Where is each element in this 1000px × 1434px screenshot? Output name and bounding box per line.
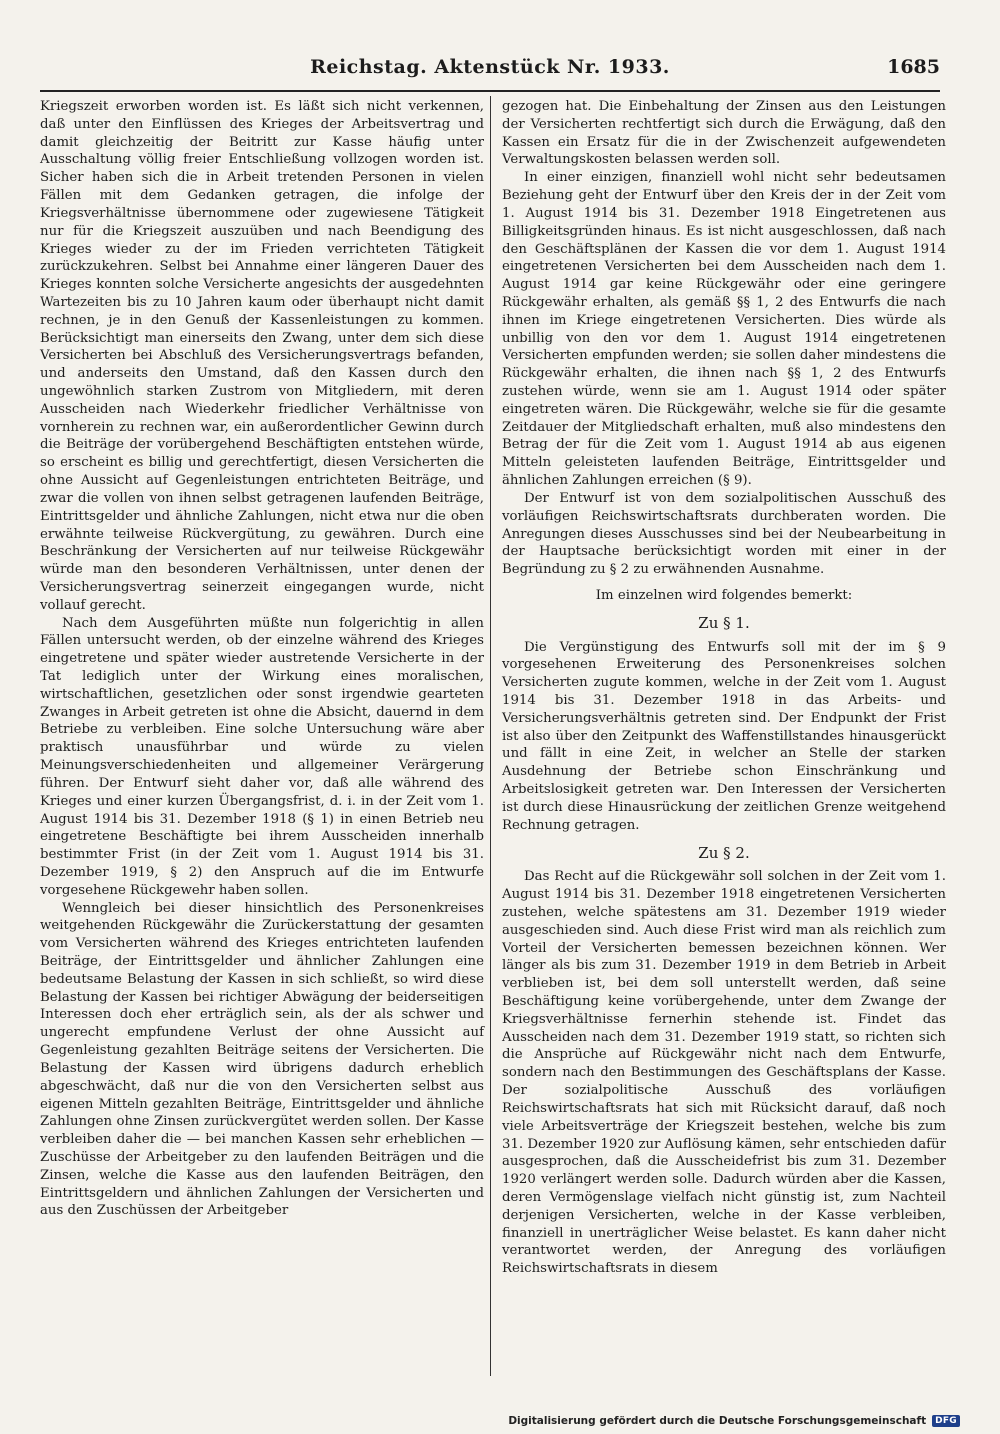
paragraph: Die Vergünstigung des Entwurfs soll mit der im § 9 vorgesehenen Erweiterung des Personenkreises solchen Versicherten zugute kommen, welche in der Zeit vom 1. August 1914 bis 31. Dezember 1918 in das Arbeits- und Versicherungsverhältnis getreten sind. Der Endpunkt der Frist ist also über den Zeitpunkt des Waffenstillstandes hinausgerückt und fällt in eine Zeit, in welcher an Stelle der starken Ausdehnung der Betriebe schon Einschränkung und Arbeitslosigkeit getreten war. Den Interessen der Versicherten ist durch diese Hinausrückung der zeitlichen Grenze weitgehend Rechnung getragen. [502, 639, 946, 833]
section-heading-2: Zu § 2. [698, 843, 750, 862]
section-heading-1: Zu § 1. [698, 613, 750, 632]
paragraph: Wenngleich bei dieser hinsichtlich des Personenkreises weitgehenden Rückgewähr die Zurückerstattung der gesamten vom Versicherten während des Krieges entrichteten laufenden Beiträge, der Eintrittsgelder und ähnlicher Zahlungen eine bedeutsame Belastung der Kassen in sich schließt, so wird diese Belastung der Kassen bei richtiger Abwägung der beiderseitigen Interessen doch eher erträglich sein, als der als schwer und ungerecht empfundene Verlust der ohne Aussicht auf Gegenleistung gezahlten Beiträge seitens der Versicherten. Die Belastung der Kassen wird übrigens dadurch erheblich abgeschwächt, daß nur die von den Versicherten selbst aus eigenen Mitteln gezahlten Beiträge, Eintrittsgelder und ähnliche Zahlungen ohne Zinsen zurückvergütet werden sollen. Der Kasse verbleiben daher die — bei manchen Kassen sehr erheblichen — Zuschüsse der Arbeitgeber zu den laufenden Beiträgen und die Zinsen, welche die Kasse aus den laufenden Beiträgen, den Eintrittsgeldern und ähnlichen Zahlungen der Versicherten und aus den Zuschüssen der Arbeitgeber [40, 900, 484, 1219]
dfg-logo-icon: DFG [932, 1415, 960, 1427]
right-column [502, 98, 946, 1278]
paragraph: Der Entwurf ist von dem sozialpolitischen Ausschuß des vorläufigen Reichswirtschaftsrats durchberaten worden. Die Anregungen dieses Ausschusses sind bei der Neubearbeitung in der Hauptsache berücksichtigt worden mit einer in der Begründung zu § 2 zu erwähnenden Ausnahme. [502, 490, 946, 578]
page-number: 1685 [887, 56, 940, 78]
page-header [40, 56, 940, 86]
paragraph: gezogen hat. Die Einbehaltung der Zinsen aus den Leistungen der Versicherten rechtfertigt sich durch die Erwägung, daß den Kassen ein Ersatz für die in der Zwischenzeit aufgewendeten Verwaltungskosten belassen werden soll. [502, 99, 946, 168]
footer-credit: Digitalisierung gefördert durch die Deutsche Forschungsgemeinschaft [508, 1415, 927, 1427]
digitization-footer [508, 1413, 960, 1429]
paragraph: Nach dem Ausgeführten müßte nun folgerichtig in allen Fällen untersucht werden, ob der einzelne während des Krieges eingetretene und später wieder austretende Versicherte in der Tat lediglich unter der Wirkung eines moralischen, wirtschaftlichen, gesetzlichen oder sonst irgendwie gearteten Zwanges in Arbeit getreten ist ohne die Absicht, dauernd in dem Betriebe zu verbleiben. Eine solche Untersuchung wäre aber praktisch unausführbar und würde zu vielen Meinungsverschiedenheiten und allgemeiner Verärgerung führen. Der Entwurf sieht daher vor, daß alle während des Krieges und einer kurzen Übergangsfrist, d. i. in der Zeit vom 1. August 1914 bis 31. Dezember 1918 (§ 1) in einen Betrieb neu eingetretene Beschäftigte bei ihrem Ausscheiden innerhalb bestimmter Frist (in der Zeit vom 1. August 1914 bis 31. Dezember 1919, § 2) den Anspruch auf die im Entwurfe vorgesehene Rückgewehr haben sollen. [40, 615, 484, 898]
running-title: Reichstag. Aktenstück Nr. 1933. [310, 56, 670, 78]
paragraph: In einer einzigen, finanziell wohl nicht sehr bedeutsamen Beziehung geht der Entwurf über den Kreis der in der Zeit vom 1. August 1914 bis 31. Dezember 1918 Eingetretenen aus Billigkeitsgründen hinaus. Es ist nicht ausgeschlossen, daß nach den Geschäftsplänen der Kassen die vor dem 1. August 1914 eingetretenen Versicherten bei dem Ausscheiden nach dem 1. August 1914 gar keine Rückgewähr oder eine geringere Rückgewähr erhalten, als gemäß §§ 1, 2 des Entwurfs die nach ihnen im Kriege eingetretenen Versicherten. Dies würde als unbillig von den vor dem 1. August 1914 eingetretenen Versicherten empfunden werden; sie sollen daher mindestens die Rückgewähr erhalten, die ihnen nach §§ 1, 2 des Entwurfs zustehen würde, wenn sie am 1. August 1914 oder später eingetreten wären. Die Rückgewähr, welche sie für die gesamte Zeitdauer der Mitgliedschaft erhalten, muß also mindestens den Betrag der für die Zeit vom 1. August 1914 ab aus eigenen Mitteln geleisteten laufenden Beiträge, Eintrittsgelder und ähnlichen Zahlungen erreichen (§ 9). [502, 170, 946, 489]
paragraph: Kriegszeit erworben worden ist. Es läßt sich nicht verkennen, daß unter den Einflüssen des Krieges der Arbeitsvertrag und damit gleichzeitig der Beitritt zur Kasse häufig unter Ausschaltung völlig freier Entschließung vollzogen worden ist. Sicher haben sich die in Arbeit tretenden Personen in vielen Fällen mit dem Gedanken getragen, die infolge der Kriegsverhältnisse übernommene oder zugewiesene Tätigkeit nur für die Kriegszeit auszuüben und nach Beendigung des Krieges wieder zu der im Frieden verrichteten Tätigkeit zurückzukehren. Selbst bei Annahme einer längeren Dauer des Krieges konnten solche Versicherte angesichts der ausgedehnten Wartezeiten bis zu 10 Jahren kaum oder überhaupt nicht damit rechnen, je in den Genuß der Kassenleistungen zu kommen. Berücksichtigt man einerseits den Zwang, unter dem sich diese Versicherten bei Abschluß des Versicherungsvertrags befanden, und anderseits den Umstand, daß den Kassen durch den ungewöhnlich starken Zustrom von Mitgliedern, mit deren Ausscheiden nach Wiederkehr friedlicher Verhältnisse von vornherein zu rechnen war, ein außerordentlicher Gewinn durch die Beiträge der vorübergehend Beschäftigten entstehen würde, so erscheint es billig und gerechtfertigt, diesen Versicherten die ohne Aussicht auf Gegenleistungen entrichteten Beiträge, und zwar die vollen von ihnen selbst getragenen laufenden Beiträge, Eintrittsgelder und ähnliche Zahlungen, nicht etwa nur die oben erwähnte teilweise Rückvergütung, zu gewähren. Durch eine Beschränkung der Versicherten auf nur teilweise Rückgewähr würde man den besonderen Verhältnissen, unter denen der Versicherungsvertrag seinerzeit eingegangen wurde, nicht vollauf gerecht. [40, 99, 484, 613]
left-column [40, 98, 484, 1220]
column-divider [490, 96, 491, 1376]
intro-line: Im einzelnen wird folgendes bemerkt: [595, 587, 853, 603]
header-rule [40, 90, 940, 92]
paragraph: Das Recht auf die Rückgewähr soll solchen in der Zeit vom 1. August 1914 bis 31. Dezember 1918 eingetretenen Versicherten zustehen, welche spätestens am 31. Dezember 1919 wieder ausgeschieden sind. Auch diese Frist wird man als reichlich zum Vorteil der Versicherten bemessen bezeichnen können. Wer länger als bis zum 31. Dezember 1919 in dem Betrieb in Arbeit verblieben ist, bei dem soll unterstellt werden, daß seine Beschäftigung keine vorübergehende, unter dem Zwange der Kriegsverhältnisse fernerhin stehende ist. Findet das Ausscheiden nach dem 31. Dezember 1919 statt, so richten sich die Ansprüche auf Rückgewähr nicht nach dem Entwurfe, sondern nach den Bestimmungen des Geschäftsplans der Kasse. Der sozialpolitische Ausschuß des vorläufigen Reichswirtschaftsrats hat sich mit Rücksicht darauf, daß noch viele Arbeitsverträge der Kriegszeit bestehen, welche bis zum 31. Dezember 1920 zur Auflösung kämen, sehr entschieden dafür ausgesprochen, daß die Ausscheidefrist bis zum 31. Dezember 1920 verlängert werden solle. Dadurch würden aber die Kassen, deren Vermögenslage vielfach nicht günstig ist, zum Nachteil derjenigen Versicherten, welche in der Kasse verbleiben, finanziell in unerträglicher Weise belastet. Es kann daher nicht verantwortet werden, der Anregung des vorläufigen Reichswirtschaftsrats in diesem [502, 869, 946, 1277]
